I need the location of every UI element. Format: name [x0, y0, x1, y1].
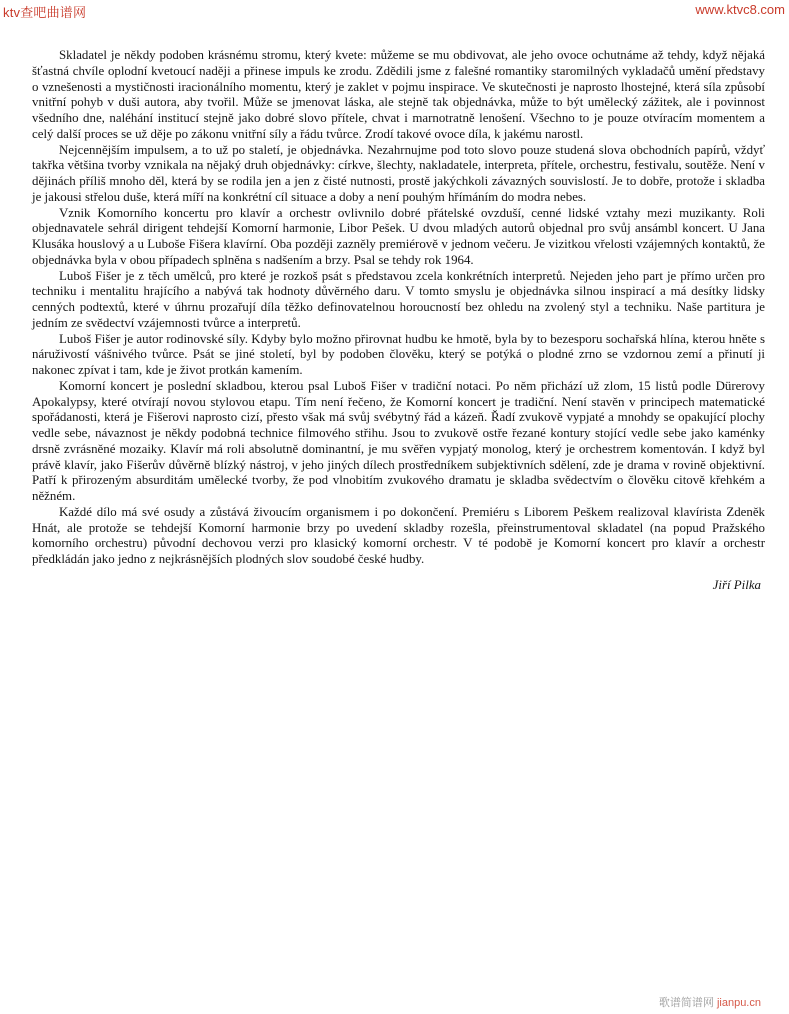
watermark-top-right: www.ktvc8.com [695, 2, 785, 17]
watermark-site-name: 歌谱简谱网 [658, 997, 714, 1009]
paragraph-5: Luboš Fišer je autor rodinovské síly. Kdyby bylo možno přirovnat hudbu ke hmotě, byla by to bezesporu sochařská hlína, kterou hněte s náruživostí vášnivého tvůrce. Psát se jiné století, byl by podoben člověku, který se potýká o plodné zrno se vzdornou zemí a přinutí ji nakonec zpívat i tam, kde je život protkán kamením. [32, 331, 765, 377]
paragraph-7: Každé dílo má své osudy a zůstává živoucím organismem i po dokončení. Premiéru s Liborem Peškem realizoval klavírista Zdeněk Hnát, ale protože se tehdejší Komorní harmonie brzy po uvedení skladby rozešla, přeinstrumentoval skladatel (na popud Pražského komorního orchestru) původní dechovou verzi pro klasický komorní orchestr. V té podobě je Komorní koncert pro klavír a orchestr předkládán jako jedno z nejkrásnějších plodných slov soudobé české hudby. [32, 504, 765, 566]
watermark-top-left: ktv查吧曲谱网 [3, 5, 87, 20]
article-body [32, 48, 765, 593]
paragraph-2: Nejcennějším impulsem, a to už po staletí, je objednávka. Nezahrnujme pod toto slovo pouze studená slova obchodních papírů, vždyť takřka většina tvorby vznikala na nějaký druh objednávky: církve, šlechty, nakladatele, interpreta, přítele, orchestru, festivalu, soutěže. Není v dějinách příliš mnoho děl, která by se rodila jen a jen z čisté nutnosti, prostě jakýchkoli závazných souvislostí. Je to dobře, protože i skladba je jakousi střelou duše, která míří na konkrétní cíl situace a doby a není pouhým hřímáním do modra nebes. [32, 142, 765, 204]
paragraph-6: Komorní koncert je poslední skladbou, kterou psal Luboš Fišer v tradiční notaci. Po něm přichází už zlom, 15 listů podle Dürerovy Apokalypsy, které otvírají novou stylovou etapu. Tím není řečeno, že Komorní koncert je tradiční. Není stavěn v principech matematické spořádanosti, která je Fišerovi naprosto cizí, přesto však má svůj svébytný řád a kázeň. Řadí zvukově vypjaté a mnohdy se opakující plochy vedle sebe, návaznost je někdy podobná technice filmového střihu. Jsou to zvukově ostře řezané kontury stojící vedle sebe jako kaménky drsně zvrásněné mozaiky. Klavír má roli absolutně dominantní, je mu svěřen vypjatý monolog, který je orchestrem komentován. I když byl právě klavír, jako Fišerův důvěrně blízký nástroj, v jeho jiných dílech prostředníkem subjektivních sdělení, zde je drama v rovině objektivní. Patří k přirozeným absurditám umělecké tvorby, že pod vlnobitím zvukového dramatu je skladba svědectvím o člověku citově křehkém a něžném. [32, 378, 765, 503]
paragraph-1: Skladatel je někdy podoben krásnému stromu, který kvete: můžeme se mu obdivovat, ale jeho ovoce ochutnáme až tehdy, když nějaká šťastná chvíle oplodní kvetoucí naději a přinese impuls ke zrodu. Zdědili jsme z falešné romantiky staromilných vykladačů umění představy o vznešenosti a mystičnosti iracionálního momentu, který je zaklet v pojmu inspirace. Ve skutečnosti je naprosto lhostejné, která síla způsobí vnitřní pohyb v duši autora, aby tvořil. Může se jmenovat láska, ale stejně tak objednávka, může to být umělecký zážitek, ale i povinnost všedního dne, naléhání institucí stejně jako dobré slovo přítele, chvat i marnotratně lenošení. Všechno to je pouze otvíracím momentem a celý další proces se už děje po zákonu vnitřní síly a řádu tvůrce. Zrodí takové ovoce díla, k jakému narostl. [32, 48, 765, 141]
watermark-bottom-right [659, 994, 761, 1010]
author-signature: Jiří Pilka [712, 577, 761, 592]
watermark-site-domain: jianpu.cn [716, 997, 761, 1009]
paragraph-3: Vznik Komorního koncertu pro klavír a orchestr ovlivnilo dobré přátelské ovzduší, cenné lidské vztahy mezi muzikanty. Roli objednavatele sehrál dirigent tehdejší Komorní harmonie, Libor Pešek. U dvou mladých autorů objednal pro svůj ansámbl koncert. U Jana Klusáka houslový a u Luboše Fišera klavírní. Oba později zazněly premiérově v jednom večeru. Je vizitkou vřelosti vzájemných kontaktů, že objednávka byla v obou případech splněna s nadšením a brzy. Psal se tehdy rok 1964. [32, 205, 765, 267]
paragraph-4: Luboš Fišer je z těch umělců, pro které je rozkoš psát s představou zcela konkrétních interpretů. Nejeden jeho part je přímo určen pro techniku i mentalitu hrajícího a nabývá tak hodnoty důvěrného daru. V tomto smyslu je objednávka silnou inspirací a má desítky lidsky cenných podtextů, které v úhrnu prozařují díla těžko definovatelnou horoucností bez ohledu na zvolený styl a techniku. Naše partitura je jedním ze svědectví vzájemnosti tvůrce a interpretů. [32, 268, 765, 330]
